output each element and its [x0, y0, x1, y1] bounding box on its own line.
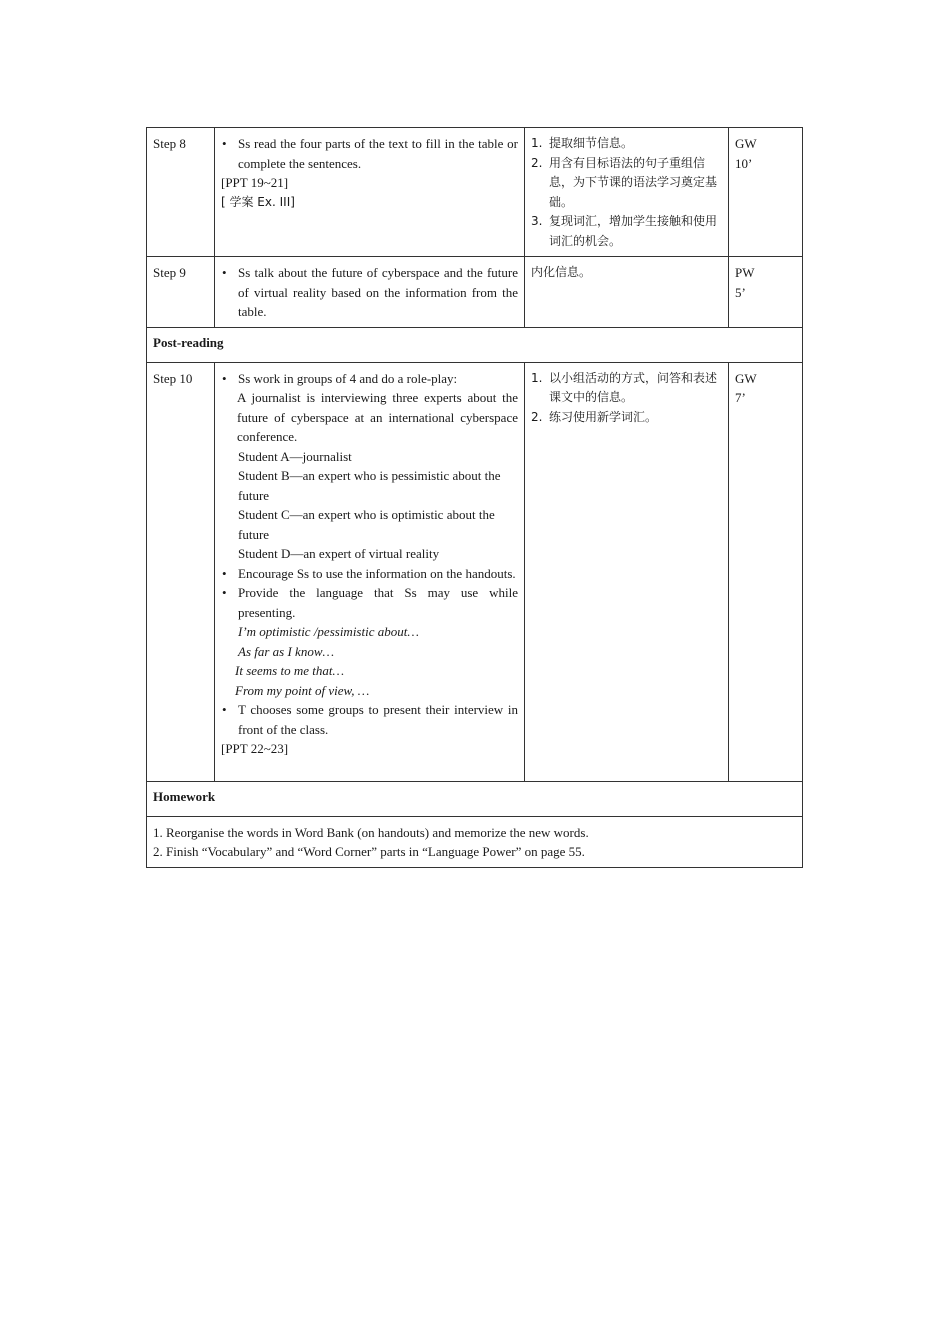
bullet-icon: • — [222, 370, 227, 386]
purpose-item: 提取细节信息。 — [549, 136, 634, 150]
table-row-step-9 — [147, 257, 803, 328]
mode-time-cell — [729, 362, 803, 781]
mode-time-cell — [729, 128, 803, 257]
lesson-plan-table — [146, 127, 802, 868]
mode-time-cell — [729, 257, 803, 328]
section-header-post-reading — [147, 327, 803, 362]
homework-cell — [147, 816, 803, 867]
list-number: 1. — [531, 136, 543, 150]
table-row-step-10 — [147, 362, 803, 781]
purpose-item: 复现词汇，增加学生接触和使用词汇的机会。 — [549, 214, 718, 248]
activity-cell — [215, 257, 525, 328]
work-mode: PW — [735, 265, 755, 280]
duration: 5’ — [735, 284, 746, 300]
role-item: Student C—an expert who is optimistic about the future — [238, 507, 495, 542]
scenario-text: A journalist is interviewing three experts about the future of cyberspace at an international cyberspace conference. — [237, 390, 518, 444]
ppt-reference: [PPT 22~23] — [221, 741, 289, 756]
activity-text: Ss talk about the future of cyberspace and the future of virtual reality based on the information from the table. — [238, 265, 518, 319]
section-title: Homework — [147, 781, 803, 816]
role-item: Student D—an expert of virtual reality — [238, 546, 440, 561]
activity-text: Ss read the four parts of the text to fill in the table or complete the sentences. — [238, 136, 518, 171]
duration: 10’ — [735, 155, 753, 171]
list-number: 3. — [531, 214, 543, 228]
homework-item: 2. Finish “Vocabulary” and “Word Corner” parts in “Language Power” on page 55. — [153, 844, 585, 859]
list-number: 2. — [531, 409, 543, 424]
table-row-step-8 — [147, 128, 803, 257]
role-item: Student A—journalist — [238, 448, 352, 464]
useful-phrase: It seems to me that… — [235, 663, 345, 678]
work-mode: GW — [735, 136, 757, 151]
purpose-cell: 内化信息。 — [525, 257, 729, 328]
activity-cell — [215, 128, 525, 257]
duration: 7’ — [735, 390, 746, 405]
table-row-homework — [147, 816, 803, 867]
activity-text: T chooses some groups to present their interview in front of the class. — [238, 702, 518, 737]
worksheet-reference: [ 学案 Ex. III] — [221, 194, 295, 209]
bullet-icon: • — [222, 265, 227, 280]
step-label: Step 8 — [147, 128, 215, 257]
bullet-icon: • — [222, 702, 227, 717]
purpose-item: 练习使用新学词汇。 — [549, 409, 658, 424]
purpose-cell — [525, 128, 729, 257]
list-number: 1. — [531, 370, 543, 385]
role-item: Student B—an expert who is pessimistic about the future — [238, 468, 501, 503]
work-mode: GW — [735, 370, 757, 386]
activity-text: Ss work in groups of 4 and do a role-play: — [238, 370, 458, 386]
activity-text: Provide the language that Ss may use while presenting. — [238, 585, 518, 620]
step-label: Step 9 — [147, 257, 215, 328]
purpose-cell — [525, 362, 729, 781]
bullet-icon: • — [222, 565, 227, 581]
section-title: Post-reading — [147, 327, 803, 362]
homework-item: 1. Reorganise the words in Word Bank (on handouts) and memorize the new words. — [153, 824, 589, 840]
purpose-item: 用含有目标语法的句子重组信息，为下节课的语法学习奠定基础。 — [549, 155, 718, 209]
activity-text: Encourage Ss to use the information on the handouts. — [238, 565, 516, 581]
purpose-item: 以小组活动的方式，问答和表述课文中的信息。 — [549, 370, 718, 404]
useful-phrase: I’m optimistic /pessimistic about… — [238, 624, 419, 639]
activity-cell — [215, 362, 525, 781]
useful-phrase: From my point of view, … — [235, 682, 370, 698]
bullet-icon: • — [222, 136, 227, 151]
bullet-icon: • — [222, 585, 227, 600]
useful-phrase: As far as I know… — [238, 643, 335, 659]
section-header-homework — [147, 781, 803, 816]
step-label: Step 10 — [147, 362, 215, 781]
list-number: 2. — [531, 155, 543, 170]
ppt-reference: [PPT 19~21] — [221, 175, 289, 190]
